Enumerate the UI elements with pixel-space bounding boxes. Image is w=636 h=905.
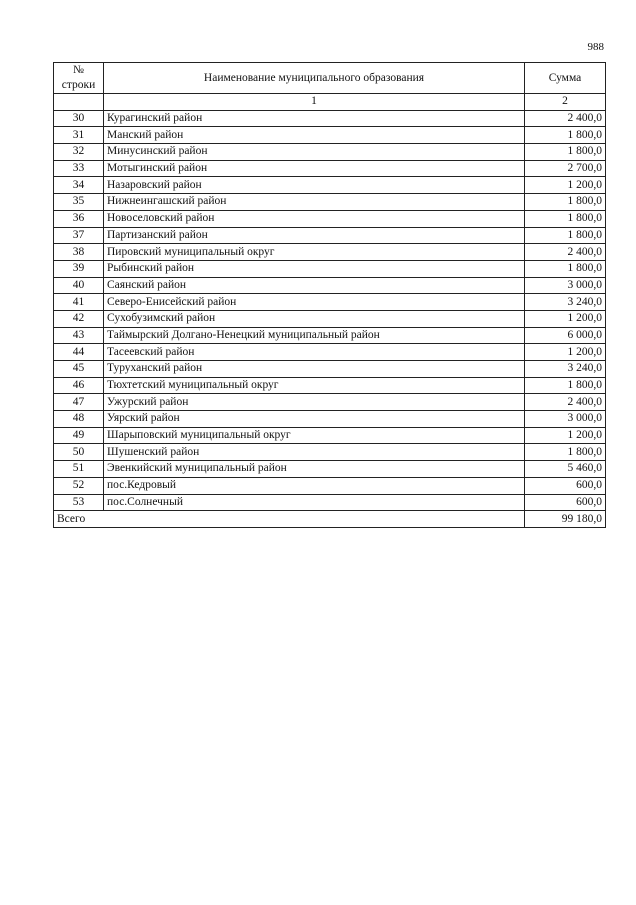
- row-sum: 1 800,0: [525, 194, 606, 211]
- municipality-name: Эвенкийский муниципальный район: [104, 461, 525, 478]
- page-number: 988: [587, 41, 604, 53]
- municipality-name: Тюхтетский муниципальный округ: [104, 377, 525, 394]
- municipality-name: Туруханский район: [104, 361, 525, 378]
- row-sum: 1 800,0: [525, 127, 606, 144]
- table-row: [54, 144, 606, 161]
- table-row: [54, 494, 606, 511]
- table-row: [54, 194, 606, 211]
- row-number: 46: [54, 377, 104, 394]
- table-row: [54, 377, 606, 394]
- row-sum: 3 000,0: [525, 411, 606, 428]
- table-row: [54, 444, 606, 461]
- column-number-1: 1: [104, 94, 525, 111]
- row-number: 53: [54, 494, 104, 511]
- header-number-word: строки: [61, 79, 96, 91]
- row-number: 42: [54, 310, 104, 327]
- table-row: [54, 327, 606, 344]
- row-sum: 1 200,0: [525, 344, 606, 361]
- municipality-name: Минусинский район: [104, 144, 525, 161]
- municipality-name: Новоселовский район: [104, 210, 525, 227]
- row-sum: 2 700,0: [525, 160, 606, 177]
- municipality-name: Тасеевский район: [104, 344, 525, 361]
- row-sum: 3 240,0: [525, 294, 606, 311]
- row-number: 47: [54, 394, 104, 411]
- row-sum: 1 200,0: [525, 427, 606, 444]
- table-row: [54, 461, 606, 478]
- column-number-row: [54, 94, 606, 111]
- row-number: 38: [54, 244, 104, 261]
- row-number: 35: [54, 194, 104, 211]
- allocation-table: [53, 62, 606, 528]
- municipality-name: Рыбинский район: [104, 260, 525, 277]
- municipality-name: пос.Кедровый: [104, 477, 525, 494]
- municipality-name: Манский район: [104, 127, 525, 144]
- header-row: [54, 63, 606, 94]
- municipality-name: Таймырский Долгано-Ненецкий муниципальный район: [104, 327, 525, 344]
- column-number-0: [54, 94, 104, 111]
- row-number: 32: [54, 144, 104, 161]
- row-sum: 5 460,0: [525, 461, 606, 478]
- table-row: [54, 110, 606, 127]
- row-number: 34: [54, 177, 104, 194]
- row-number: 33: [54, 160, 104, 177]
- row-sum: 6 000,0: [525, 327, 606, 344]
- row-sum: 1 800,0: [525, 260, 606, 277]
- row-sum: 1 800,0: [525, 377, 606, 394]
- row-number: 49: [54, 427, 104, 444]
- row-number: 50: [54, 444, 104, 461]
- table-row: [54, 277, 606, 294]
- municipality-name: Курагинский район: [104, 110, 525, 127]
- municipality-name: Нижнеингашский район: [104, 194, 525, 211]
- row-number: 52: [54, 477, 104, 494]
- municipality-name: Уярский район: [104, 411, 525, 428]
- row-sum: 1 800,0: [525, 444, 606, 461]
- table-row: [54, 127, 606, 144]
- table-row: [54, 160, 606, 177]
- table-row: [54, 294, 606, 311]
- row-sum: 3 000,0: [525, 277, 606, 294]
- table-row: [54, 411, 606, 428]
- table-row: [54, 310, 606, 327]
- row-number: 37: [54, 227, 104, 244]
- row-sum: 600,0: [525, 494, 606, 511]
- municipality-name: Шушенский район: [104, 444, 525, 461]
- row-sum: 1 200,0: [525, 177, 606, 194]
- total-row: [54, 511, 606, 528]
- row-sum: 2 400,0: [525, 394, 606, 411]
- row-number: 31: [54, 127, 104, 144]
- row-sum: 600,0: [525, 477, 606, 494]
- municipality-name: Шарыповский муниципальный округ: [104, 427, 525, 444]
- table-row: [54, 394, 606, 411]
- header-sum: Сумма: [525, 63, 606, 94]
- row-number: 45: [54, 361, 104, 378]
- row-number: 43: [54, 327, 104, 344]
- table-row: [54, 427, 606, 444]
- municipality-name: Пировский муниципальный округ: [104, 244, 525, 261]
- row-sum: 1 800,0: [525, 227, 606, 244]
- table-row: [54, 227, 606, 244]
- table-row: [54, 361, 606, 378]
- municipality-name: Мотыгинский район: [104, 160, 525, 177]
- municipality-name: пос.Солнечный: [104, 494, 525, 511]
- header-number-symbol: №: [73, 64, 84, 76]
- municipality-name: Ужурский район: [104, 394, 525, 411]
- municipality-name: Сухобузимский район: [104, 310, 525, 327]
- row-sum: 2 400,0: [525, 110, 606, 127]
- table-row: [54, 177, 606, 194]
- row-number: 41: [54, 294, 104, 311]
- total-sum: 99 180,0: [525, 511, 606, 528]
- table-row: [54, 477, 606, 494]
- row-number: 36: [54, 210, 104, 227]
- row-sum: 1 800,0: [525, 144, 606, 161]
- row-sum: 1 800,0: [525, 210, 606, 227]
- municipality-name: Саянский район: [104, 277, 525, 294]
- table-row: [54, 244, 606, 261]
- row-number: 48: [54, 411, 104, 428]
- row-number: 39: [54, 260, 104, 277]
- row-number: 51: [54, 461, 104, 478]
- total-label: Всего: [54, 511, 525, 528]
- table-row: [54, 260, 606, 277]
- table-body: [54, 110, 606, 511]
- header-municipality-name: Наименование муниципального образования: [104, 63, 525, 94]
- row-number: 30: [54, 110, 104, 127]
- municipality-name: Северо-Енисейский район: [104, 294, 525, 311]
- row-sum: 2 400,0: [525, 244, 606, 261]
- municipality-name: Назаровский район: [104, 177, 525, 194]
- column-number-2: 2: [525, 94, 606, 111]
- row-number: 40: [54, 277, 104, 294]
- municipality-name: Партизанский район: [104, 227, 525, 244]
- row-sum: 1 200,0: [525, 310, 606, 327]
- row-sum: 3 240,0: [525, 361, 606, 378]
- header-row-number: [54, 63, 104, 94]
- table-row: [54, 344, 606, 361]
- table-row: [54, 210, 606, 227]
- row-number: 44: [54, 344, 104, 361]
